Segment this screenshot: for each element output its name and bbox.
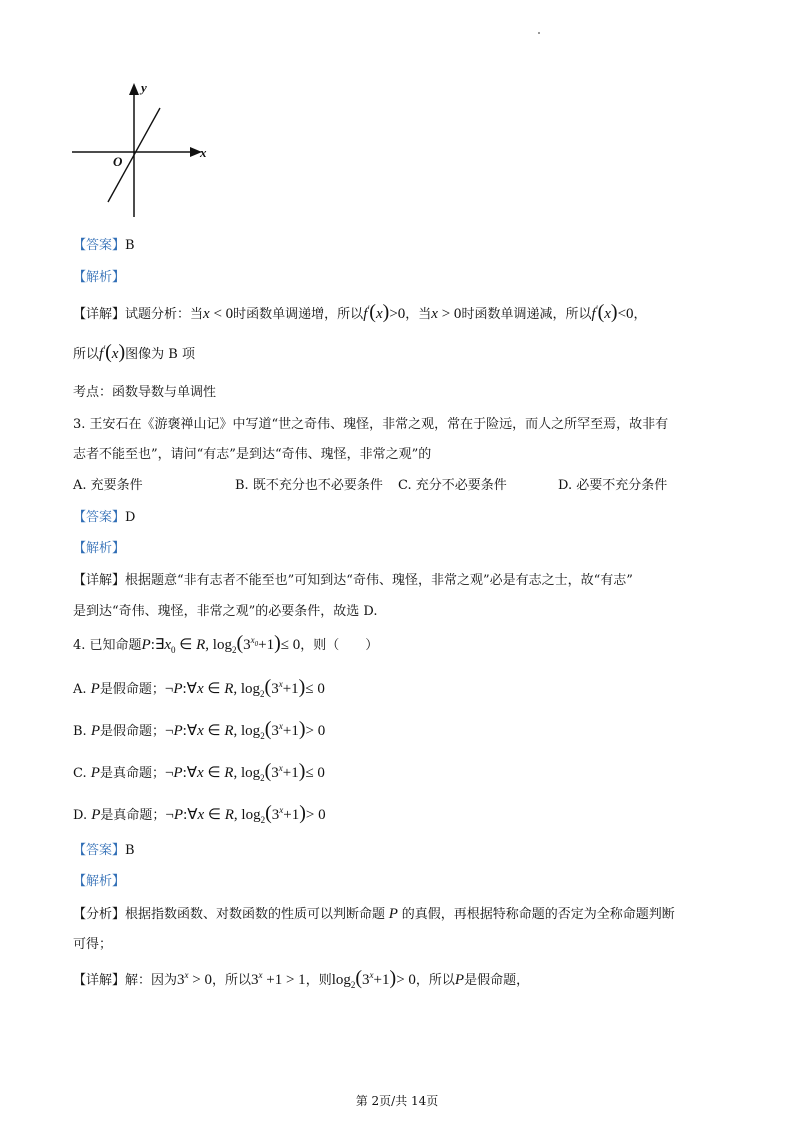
analysis-tag: 【分析】	[73, 907, 126, 922]
math-fprime-gt-0: f'(x)>0	[363, 301, 406, 323]
q2-answer	[73, 234, 135, 253]
detail-text: 解：因为	[125, 973, 178, 988]
detail-text: 所以	[73, 347, 100, 362]
detail-text: 时函数单调递减，所以	[461, 307, 592, 322]
stray-dot	[538, 32, 540, 34]
detail-text: ，当	[405, 307, 432, 322]
math-3x-gt-0: $3^x > 0$	[177, 970, 212, 988]
detail-text: 时函数单调递增，所以	[233, 307, 364, 322]
stem-text: 4. 已知命题	[73, 638, 142, 653]
q4-detail: 【详解】解：因为$3^x > 0$，所以$3^x +1 > 1$，则$\log_2(3^x+1)> 0$，所以P是假命题，	[73, 967, 530, 990]
q2-detail-line1: 【详解】试题分析：当x < 0时函数单调递增，所以f'(x)>0，当x > 0时函数单调递减，所以f'(x)<0，	[73, 301, 647, 323]
option-letter: A.	[73, 682, 87, 697]
detail-tag: 【详解】	[73, 307, 126, 322]
q3-option-d: D. 必要不充分条件	[558, 478, 668, 493]
q2-analysis-tag: 【解析】	[73, 270, 126, 285]
derivative-graph	[68, 75, 218, 220]
q3-analysis-tag: 【解析】	[73, 541, 126, 556]
q3-stem-line1: 3. 王安石在《游褒禅山记》中写道“世之奇伟、瑰怪，非常之观，常在于险远，而人之所罕至焉，故非有	[73, 417, 669, 432]
q4-analysis-line2: 可得；	[73, 937, 113, 952]
answer-value: B	[125, 843, 135, 858]
q3-option-c: C. 充分不必要条件	[398, 478, 507, 493]
detail-text: 图像为 B 项	[125, 347, 195, 362]
math-negation: ¬P:∀x ∈ R, $\log_2(3^x+1)> 0$	[165, 802, 326, 825]
y-axis-label: y	[141, 80, 147, 95]
math-x-gt-0: x > 0	[431, 306, 462, 322]
option-letter: D.	[73, 808, 88, 823]
q4-answer	[73, 839, 135, 858]
option-letter: C.	[73, 766, 87, 781]
q2-point: 考点：函数导数与单调性	[73, 385, 217, 400]
math-negation: ¬P:∀x ∈ R, $\log_2(3^x+1)> 0$	[165, 718, 326, 741]
analysis-text: 的真假，再根据特称命题的否定为全称命题判断	[401, 907, 675, 922]
q4-option-a: A. P是假命题；¬P:∀x ∈ R, $\log_2(3^x+1)\le 0$	[73, 676, 325, 699]
answer-value: B	[125, 238, 135, 253]
math-log-gt-0: $\log_2(3^x+1)> 0$	[331, 967, 416, 990]
q4-option-b: B. P是假命题；¬P:∀x ∈ R, $\log_2(3^x+1)> 0$	[73, 718, 326, 741]
answer-value: D	[125, 510, 136, 525]
q4-analysis-line1: 【分析】根据指数函数、对数函数的性质可以判断命题 P 的真假，再根据特称命题的否定为全称命题判断	[73, 906, 675, 922]
x-axis-label: x	[200, 145, 207, 160]
option-truth: 是真命题；	[100, 808, 166, 823]
q3-detail-line1	[73, 569, 633, 588]
math-negation: ¬P:∀x ∈ R, $\log_2(3^x+1)\le 0$	[164, 676, 325, 699]
q4-stem	[73, 632, 378, 655]
math-negation: ¬P:∀x ∈ R, $\log_2(3^x+1)\le 0$	[164, 760, 325, 783]
q2-detail-line2	[73, 341, 195, 364]
stem-text: ，则（ ）	[300, 638, 379, 653]
option-truth: 是假命题；	[99, 682, 165, 697]
detail-text: 根据题意“非有志者不能至也”可知到达“奇伟、瑰怪，非常之观”必是有志之士，故“有志”	[125, 573, 633, 588]
q4-option-c: C. P是真命题；¬P:∀x ∈ R, $\log_2(3^x+1)\le 0$	[73, 760, 325, 783]
q3-option-b: B. 既不充分也不必要条件	[235, 478, 383, 493]
page-footer: 第 2页/共 14页	[355, 1094, 439, 1108]
q4-option-d: D. P是真命题；¬P:∀x ∈ R, $\log_2(3^x+1)> 0$	[73, 802, 326, 825]
analysis-text: 根据指数函数、对数函数的性质可以判断命题	[125, 907, 386, 922]
math-3x-plus1-gt-1: $3^x +1 > 1$	[251, 970, 306, 988]
math-fprime-lt-0: f'(x)<0	[591, 301, 634, 323]
q3-answer	[73, 506, 135, 525]
answer-tag: 【答案】	[73, 843, 126, 858]
q3-option-a: A. 充要条件	[73, 478, 143, 493]
detail-text: ，所以	[212, 973, 252, 988]
q4-analysis-tag: 【解析】	[73, 874, 126, 889]
q3-stem-line2: 志者不能至也”，请问“有志”是到达“奇伟、瑰怪，非常之观”的	[73, 447, 432, 462]
q3-detail-line2: 是到达“奇伟、瑰怪，非常之观”的必要条件，故选 D.	[73, 604, 378, 619]
detail-text: ，则	[305, 973, 332, 988]
detail-text: 试题分析：当	[125, 307, 204, 322]
detail-text: ，所以	[415, 973, 455, 988]
math-proposition: $P:\exists x_0$ ∈ R, $\log_2(3^{x_0}+1)\le 0$	[141, 632, 301, 655]
option-truth: 是真命题；	[99, 766, 165, 781]
detail-tag: 【详解】	[73, 573, 126, 588]
detail-text: 是假命题，	[464, 973, 530, 988]
math-fprime: f'(x)	[99, 341, 126, 363]
option-letter: B.	[73, 724, 87, 739]
option-truth: 是假命题；	[100, 724, 166, 739]
math-x-lt-0: x < 0	[203, 306, 234, 322]
origin-label: O	[113, 154, 123, 169]
detail-tag: 【详解】	[73, 973, 126, 988]
answer-tag: 【答案】	[73, 510, 126, 525]
answer-tag: 【答案】	[73, 238, 126, 253]
